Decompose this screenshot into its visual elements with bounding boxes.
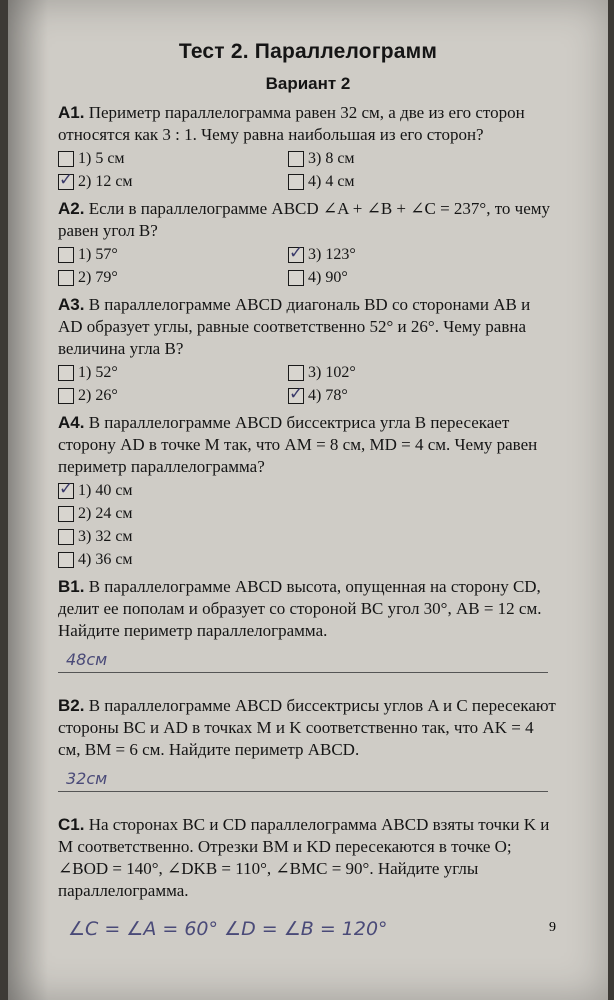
- option-label: 3) 8 см: [308, 150, 355, 167]
- checkbox-checked[interactable]: [288, 384, 304, 404]
- option-label: 4) 4 см: [308, 173, 355, 190]
- option-label: 4) 78°: [308, 387, 348, 404]
- question-text: В параллелограмме ABCD биссектриса угла B пересекает сторону AD в точке M так, что AM = 8 см, MD = 4 см. Чему равен периметр параллелограмма?: [58, 413, 538, 476]
- question-b2: [58, 695, 558, 761]
- checkbox-checked[interactable]: [58, 170, 74, 190]
- question-number: А1.: [58, 103, 85, 122]
- textbook-page: [8, 0, 608, 1000]
- option[interactable]: [58, 481, 358, 501]
- question-number: С1.: [58, 815, 85, 834]
- option-label: 2) 26°: [78, 387, 118, 404]
- checkbox[interactable]: [288, 151, 304, 167]
- options-a4: [58, 481, 558, 570]
- option[interactable]: [58, 149, 288, 169]
- checkbox[interactable]: [288, 270, 304, 286]
- spacer: [58, 792, 558, 808]
- answer-field-b1[interactable]: [58, 650, 548, 673]
- checkbox-checked[interactable]: [288, 243, 304, 263]
- option[interactable]: [58, 527, 358, 547]
- question-text: В параллелограмме ABCD высота, опущенная на сторону CD, делит ее пополам и образует со стороной BC угол 30°, AB = 12 см. Найдите периметр параллелограмма.: [58, 577, 542, 640]
- option-label: 1) 57°: [78, 246, 118, 263]
- checkbox[interactable]: [58, 151, 74, 167]
- checkbox[interactable]: [288, 174, 304, 190]
- option-label: 1) 40 см: [78, 482, 133, 499]
- spine-shadow: [8, 0, 48, 1000]
- question-number: А3.: [58, 295, 85, 314]
- option-label: 4) 90°: [308, 269, 348, 286]
- checkbox-checked[interactable]: [58, 479, 74, 499]
- check-mark-icon: ✓: [59, 170, 74, 190]
- option[interactable]: [58, 172, 288, 192]
- option-label: 1) 52°: [78, 364, 118, 381]
- option[interactable]: [58, 504, 358, 524]
- option-label: 3) 32 см: [78, 528, 133, 545]
- options-a2: [58, 245, 558, 288]
- checkbox[interactable]: [58, 365, 74, 381]
- checkbox[interactable]: [58, 388, 74, 404]
- spacer: [58, 673, 558, 689]
- option-label: 3) 102°: [308, 364, 356, 381]
- answer-field-b2[interactable]: [58, 769, 548, 792]
- option[interactable]: [58, 550, 358, 570]
- variant-heading: Вариант 2: [265, 74, 351, 93]
- option[interactable]: [288, 386, 518, 406]
- option-label: 1) 5 см: [78, 150, 125, 167]
- question-text: В параллелограмме ABCD диагональ BD со сторонами AB и AD образует углы, равные соответственно 52° и 26°. Чему равна величина угла B?: [58, 295, 531, 358]
- check-mark-icon: ✓: [59, 479, 74, 499]
- question-b1: [58, 576, 558, 642]
- option[interactable]: [288, 268, 518, 288]
- option[interactable]: [58, 268, 288, 288]
- options-a3: [58, 363, 558, 406]
- option-label: 2) 24 см: [78, 505, 133, 522]
- question-text: В параллелограмме ABCD биссектрисы углов A и C пересекают стороны BC и AD в точках M и K соответственно так, что AK = 4 см, BM = 6 см. Найдите периметр ABCD.: [58, 696, 556, 759]
- question-a1: [58, 102, 558, 146]
- option[interactable]: [58, 386, 288, 406]
- option-label: 2) 12 см: [78, 173, 133, 190]
- option-label: 4) 36 см: [78, 551, 133, 568]
- question-number: А4.: [58, 413, 85, 432]
- option[interactable]: [58, 363, 288, 383]
- question-a2: [58, 198, 558, 242]
- page-title: Тест 2. Параллелограмм: [178, 40, 438, 63]
- question-text: Периметр параллелограмма равен 32 см, а две из его сторон относятся как 3 : 1. Чему равна наибольшая из его сторон?: [58, 103, 525, 144]
- question-text: На сторонах BC и CD параллелограмма ABCD взяты точки K и M соответственно. Отрезки BM и KD пересекаются в точке O; ∠BOD = 140°, ∠DKB = 110°, ∠BMC = 90°. Найдите углы параллелограмма.: [58, 815, 550, 900]
- checkbox[interactable]: [58, 552, 74, 568]
- check-mark-icon: ✓: [289, 243, 304, 263]
- handwritten-answer: 48см: [66, 650, 108, 669]
- option-label: 3) 123°: [308, 246, 356, 263]
- question-c1: [58, 814, 558, 902]
- option[interactable]: [58, 245, 288, 265]
- test-content: [58, 40, 558, 902]
- question-text: Если в параллелограмме ABCD ∠A + ∠B + ∠C = 237°, то чему равен угол B?: [58, 199, 551, 240]
- question-number: В2.: [58, 696, 85, 715]
- checkbox[interactable]: [58, 247, 74, 263]
- checkbox[interactable]: [58, 529, 74, 545]
- handwritten-final-answer: ∠C = ∠A = 60° ∠D = ∠B = 120°: [68, 918, 388, 940]
- question-number: В1.: [58, 577, 85, 596]
- option[interactable]: [288, 245, 518, 265]
- check-mark-icon: ✓: [289, 384, 304, 404]
- handwritten-answer: 32см: [66, 769, 108, 788]
- question-a3: [58, 294, 558, 360]
- option[interactable]: [288, 149, 518, 169]
- question-a4: [58, 412, 558, 478]
- option-label: 2) 79°: [78, 269, 118, 286]
- checkbox[interactable]: [58, 270, 74, 286]
- checkbox[interactable]: [58, 506, 74, 522]
- question-number: А2.: [58, 199, 85, 218]
- option[interactable]: [288, 172, 518, 192]
- option[interactable]: [288, 363, 518, 383]
- page-number: 9: [549, 920, 556, 935]
- checkbox[interactable]: [288, 365, 304, 381]
- options-a1: [58, 149, 558, 192]
